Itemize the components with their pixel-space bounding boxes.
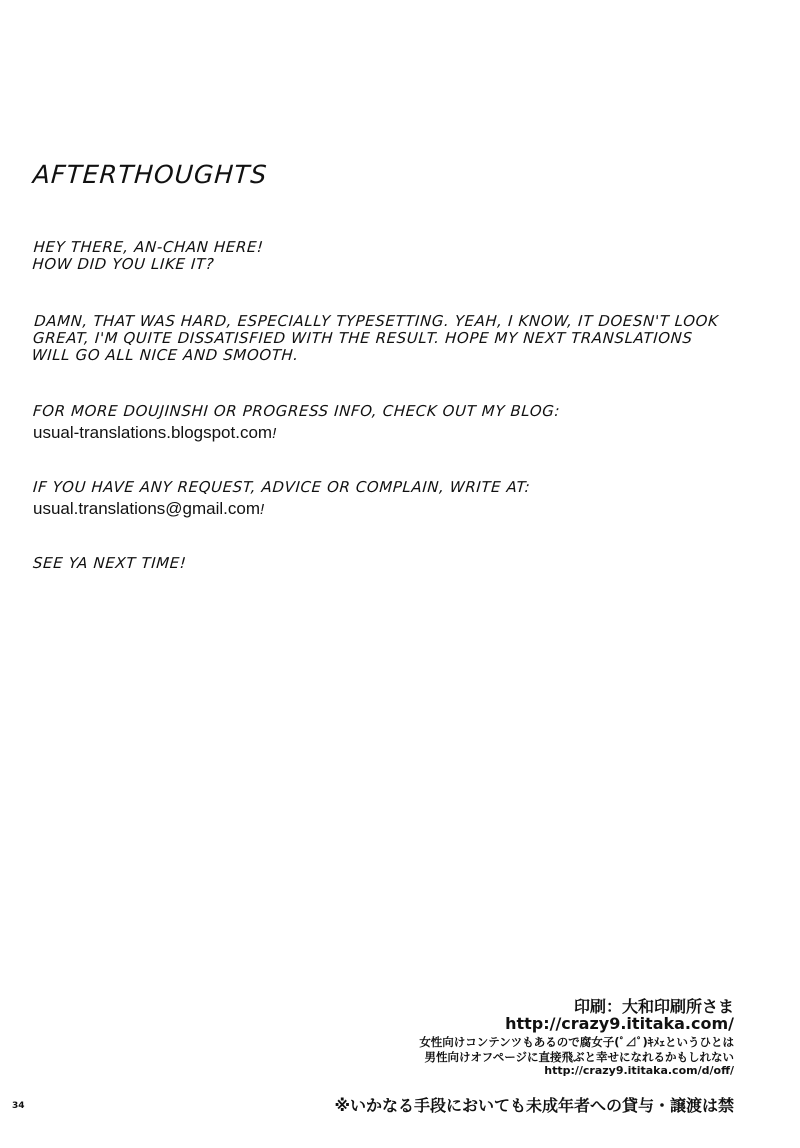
paragraph-line: DAMN, THAT WAS HARD, ESPECIALLY TYPESETTING. YEAH, I KNOW, IT DOESN'T LOOK (33, 312, 720, 330)
note-line: 女性向けコンテンツもあるので腐女子(ﾟ⊿ﾟ)ｷﾒｪというひとは (419, 1035, 734, 1049)
greeting-line: HEY THERE, AN-CHAN HERE! (33, 238, 265, 256)
blog-url-suffix: ! (272, 425, 277, 442)
paragraph-line: GREAT, I'M QUITE DISSATISFIED WITH THE RESULT. HOPE MY NEXT TRANSLATIONS (32, 329, 694, 347)
page-number: 34 (12, 1101, 25, 1111)
blog-url-line (33, 423, 276, 443)
signoff: SEE YA NEXT TIME! (32, 554, 188, 572)
body-paragraph (31, 313, 719, 364)
note-line: 男性向けオフページに直接飛ぶと幸せになれるかもしれない (424, 1050, 734, 1064)
greeting-block (32, 239, 264, 273)
contact-email[interactable]: usual.translations@gmail.com (33, 499, 261, 518)
blog-url[interactable]: usual-translations.blogspot.com (33, 423, 273, 442)
contact-email-suffix: ! (260, 501, 265, 518)
blog-prompt: FOR MORE DOUJINSHI OR PROGRESS INFO, CHECK OUT MY BLOG: (32, 402, 561, 420)
contact-email-line (33, 499, 264, 519)
site-url[interactable]: http://crazy9.ititaka.com/ (505, 1014, 734, 1033)
greeting-line: HOW DID YOU LIKE IT? (31, 255, 215, 273)
contact-prompt: IF YOU HAVE ANY REQUEST, ADVICE OR COMPLAIN, WRITE AT: (32, 478, 532, 496)
page-title: AFTERTHOUGHTS (31, 160, 269, 189)
age-notice: ※いかなる手段においても未成年者への貸与・譲渡は禁 (334, 1096, 734, 1115)
printer-credit: 印刷：大和印刷所さま (573, 997, 734, 1016)
off-url[interactable]: http://crazy9.ititaka.com/d/off/ (544, 1064, 734, 1077)
paragraph-line: WILL GO ALL NICE AND SMOOTH. (31, 346, 300, 364)
